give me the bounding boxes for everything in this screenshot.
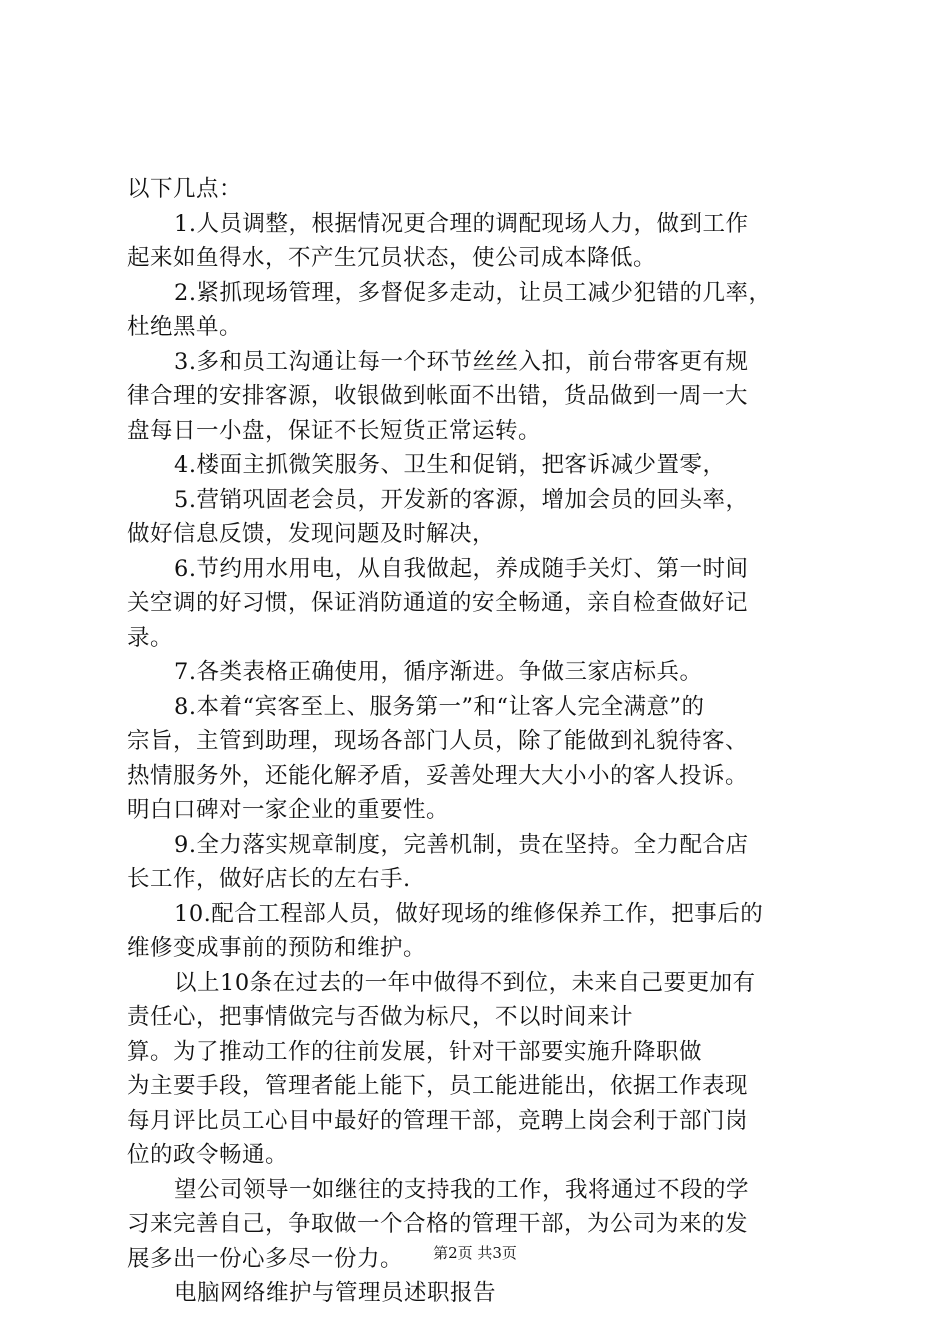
text-line: 热情服务外，还能化解矛盾，妥善处理大大小小的客人投诉。 <box>127 762 749 789</box>
text-line: 做好信息反馈，发现问题及时解决， <box>127 521 496 547</box>
text-line: 1.人员调整，根据情况更合理的调配现场人力，做到工作 <box>174 210 749 237</box>
text-line: 8.本着“宾客至上、服务第一”和“让客人完全满意”的 <box>174 693 705 720</box>
text-line: 杜绝黑单。 <box>127 314 243 340</box>
text-line: 展多出一份心多尽一份力。 <box>127 1245 404 1272</box>
text-line: 以下几点： <box>127 176 243 202</box>
text-line: 维修变成事前的预防和维护。 <box>127 935 427 961</box>
text-line: 位的政令畅通。 <box>127 1142 289 1168</box>
text-line: 明白口碑对一家企业的重要性。 <box>127 797 450 823</box>
text-line: 10.配合工程部人员，做好现场的维修保养工作，把事后的 <box>174 900 764 927</box>
text-line: 责任心，把事情做完与否做为标尺，不以时间来计 <box>127 1004 634 1030</box>
text-line: 7.各类表格正确使用，循序渐进。争做三家店标兵。 <box>174 659 703 685</box>
text-line: 长工作，做好店长的左右手. <box>127 866 411 892</box>
text-line: 2.紧抓现场管理，多督促多走动，让员工减少犯错的几率， <box>174 279 772 306</box>
document-body <box>127 172 833 1311</box>
text-line: 关空调的好习惯，保证消防通道的安全畅通，亲自检查做好记 <box>127 590 749 616</box>
text-line: 电脑网络维护与管理员述职报告 <box>174 1280 497 1306</box>
page-footer: 第2页 共3页 <box>433 1244 517 1262</box>
text-line: 宗旨，主管到助理，现场各部门人员，除了能做到礼貌待客、 <box>127 728 749 754</box>
text-line: 盘每日一小盘，保证不长短货正常运转。 <box>127 417 542 444</box>
text-line: 3.多和员工沟通让每一个环节丝丝入扣，前台带客更有规 <box>174 348 749 375</box>
text-line: 起来如鱼得水，不产生冗员状态，使公司成本降低。 <box>127 245 657 271</box>
text-line: 5.营销巩固老会员，开发新的客源，增加会员的回头率， <box>174 486 749 513</box>
text-line: 录。 <box>127 624 174 651</box>
text-line: 6.节约用水用电，从自我做起，养成随手关灯、第一时间 <box>174 555 749 582</box>
text-line: 每月评比员工心目中最好的管理干部，竞聘上岗会利于部门岗 <box>127 1107 749 1134</box>
text-line: 算。为了推动工作的往前发展，针对干部要实施升降职做 <box>127 1038 703 1065</box>
text-line: 4.楼面主抓微笑服务、卫生和促销，把客诉减少置零， <box>174 452 726 478</box>
text-line: 9.全力落实规章制度，完善机制，贵在坚持。全力配合店 <box>174 831 749 858</box>
text-line: 为主要手段，管理者能上能下，员工能进能出，依据工作表现 <box>127 1073 749 1099</box>
text-line: 望公司领导一如继往的支持我的工作，我将通过不段的学 <box>174 1176 750 1203</box>
text-line: 律合理的安排客源，收银做到帐面不出错，货品做到一周一大 <box>127 383 749 409</box>
text-line: 习来完善自己，争取做一个合格的管理干部，为公司为来的发 <box>127 1211 749 1237</box>
text-line: 以上10条在过去的一年中做得不到位，未来自己要更加有 <box>174 969 756 996</box>
